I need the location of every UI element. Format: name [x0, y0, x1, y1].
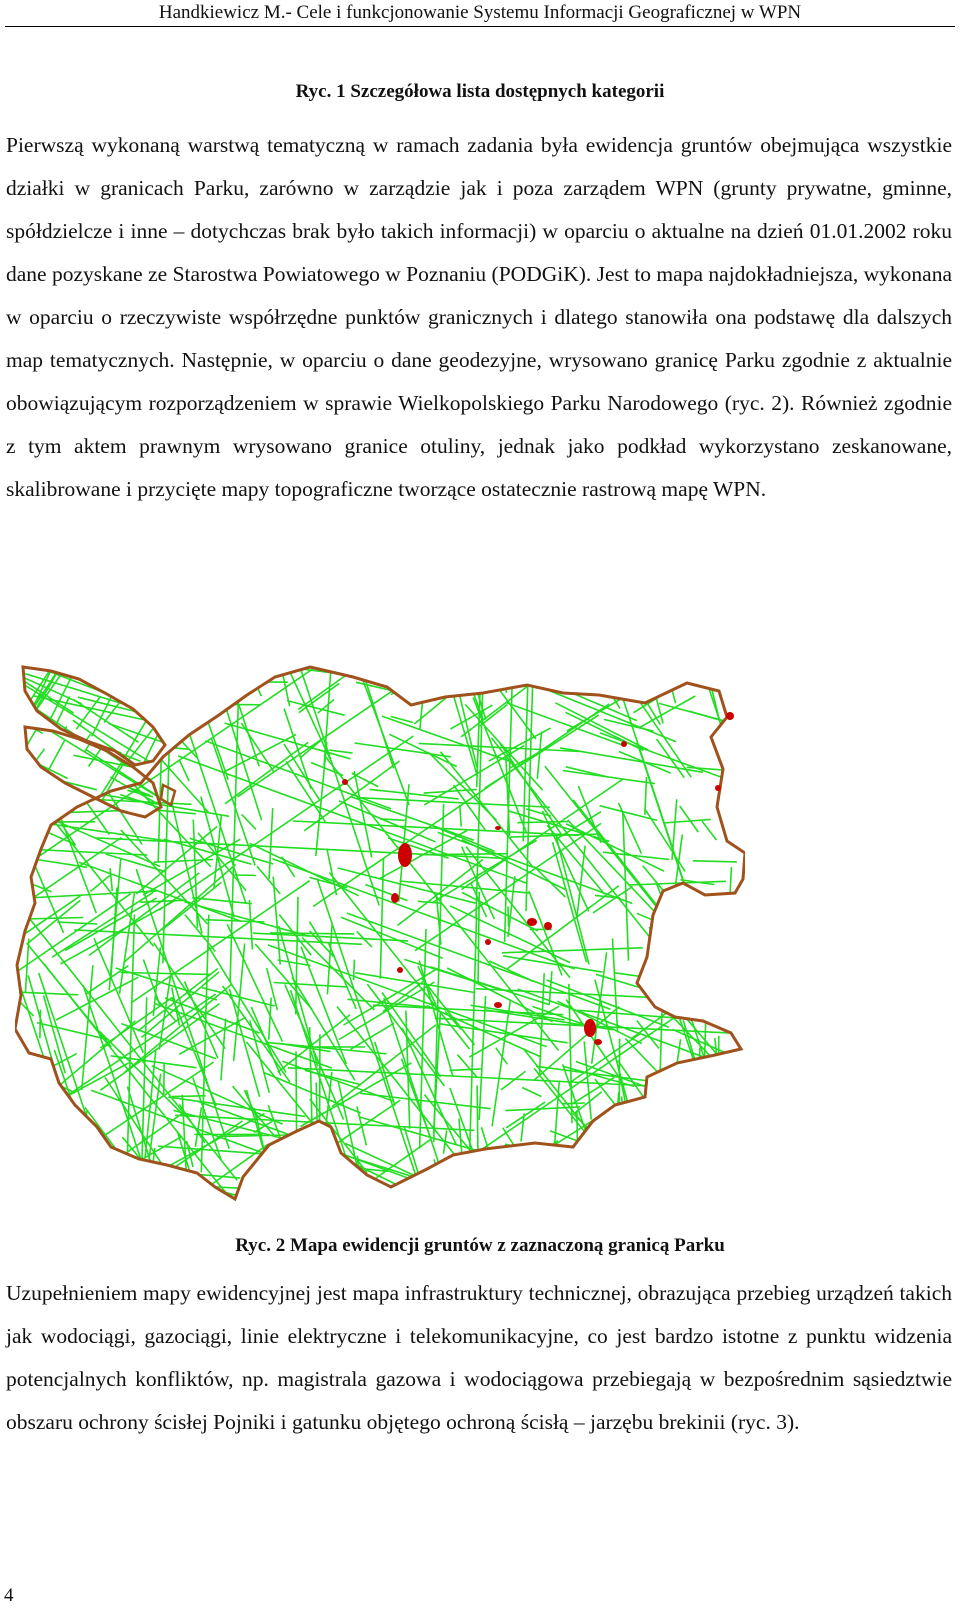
highlighted-parcel — [494, 1002, 502, 1008]
parcel-line — [505, 665, 516, 942]
parcel-line — [376, 665, 440, 671]
parcel-line — [419, 1005, 692, 1192]
parcel-line — [522, 1088, 541, 1097]
parcel-line — [83, 1112, 133, 1205]
parcel-line — [537, 732, 541, 779]
parcel-line — [57, 922, 97, 924]
parcel-line — [95, 678, 207, 738]
parcel-line — [82, 965, 93, 1090]
parcel-line — [296, 1051, 297, 1141]
parcel-line — [158, 665, 165, 681]
parcel-line — [71, 665, 136, 732]
parcel-line — [327, 924, 332, 994]
parcel-line — [116, 665, 223, 707]
parcel-line — [370, 789, 459, 799]
parcel-line — [645, 809, 685, 871]
parcel-line — [172, 1096, 206, 1097]
parcel-line — [613, 1113, 681, 1200]
land-registry-map-graphic — [15, 665, 745, 1205]
parcel-line — [27, 665, 79, 725]
parcel-line — [257, 866, 280, 894]
parcel-line — [269, 808, 273, 879]
parcel-line — [430, 967, 550, 1005]
parcel-line — [286, 761, 326, 822]
parcel-line — [477, 1085, 478, 1189]
parcel-line — [151, 746, 188, 749]
highlighted-parcel — [398, 843, 412, 867]
parcel-line — [268, 1043, 387, 1054]
parcel-line — [195, 1107, 201, 1146]
parcel-line — [256, 1158, 266, 1205]
parcel-line — [656, 1114, 746, 1161]
parcel-line — [655, 1089, 658, 1162]
parcel-line — [27, 665, 339, 864]
parcel-line — [15, 1129, 87, 1166]
parcel-line — [702, 821, 716, 840]
parcel-line — [680, 806, 699, 832]
parcel-line — [214, 665, 219, 697]
parcel-line — [158, 1146, 302, 1157]
parcel-line — [718, 1036, 719, 1181]
parcel-line — [391, 665, 456, 695]
parcel-line — [25, 1131, 36, 1182]
parcel-line — [600, 676, 620, 709]
parcel-line — [629, 1159, 675, 1163]
parcel-line — [724, 867, 731, 1010]
parcel-line — [384, 998, 440, 1167]
parcel-line — [498, 1157, 611, 1205]
parcel-line — [605, 1131, 705, 1205]
parcel-line — [131, 665, 246, 904]
parcel-line — [720, 916, 725, 1024]
parcel-line — [488, 1162, 495, 1205]
parcel-line — [65, 898, 157, 951]
parcel-line — [619, 1039, 620, 1165]
parcel-line — [28, 975, 68, 1117]
highlighted-parcel — [391, 893, 399, 903]
parcel-line — [492, 1000, 510, 1127]
parcel-line — [413, 670, 514, 673]
parcel-line — [391, 716, 413, 722]
parcel-line — [595, 1079, 745, 1205]
highlighted-parcel — [485, 939, 491, 945]
parcel-line — [245, 1090, 258, 1120]
parcel-line — [70, 1195, 182, 1205]
parcel-line — [523, 665, 529, 841]
parcel-line — [691, 892, 745, 923]
parcel-line — [39, 973, 111, 1189]
parcel-line — [619, 803, 642, 854]
parcel-line — [597, 1133, 734, 1153]
parcel-line — [633, 665, 745, 713]
body-paragraph-1: Pierwszą wykonaną warstwą tematyczną w ramach zadania była ewidencja gruntów obejmująca wszystkie działki w granicach Parku, zarówno w zarządzie jak i poza zarządem WPN (grunty prywatne, gminne, spółdzielcze i inne – dotychczas brak było takich informacji) w oparciu o aktualne na dzień 01.01.2002 roku dane pozyskane ze Starostwa Powiatowego w Poznaniu (PODGiK). Jest to mapa najdokładniejsza, wykonana w oparciu o rzeczywiste współrzędne punktów granicznych i dlatego stanowiła ona podstawę dla dalszych map tematycznych. Następnie, w oparciu o dane geodezyjne, wrysowano granicę Parku zgodnie z aktualnie obowiązującym rozporządzeniem w sprawie Wielkopolskiego Parku Narodowego (ryc. 2). Również zgodnie z tym aktem prawnym wrysowano granice otuliny, jednak jako podkład wykorzystano zeskanowane, skalibrowane i przycięte mapy topograficzne tworzące ostatecznie rastrową mapę WPN. — [6, 133, 952, 501]
highlighted-parcel — [594, 1039, 602, 1045]
parcel-line — [152, 1066, 283, 1124]
parcel-line — [478, 892, 479, 983]
parcel-line — [278, 960, 311, 966]
parcel-line — [15, 1134, 82, 1182]
parcel-line — [163, 693, 185, 706]
parcel-line — [614, 1114, 620, 1206]
parcel-line — [560, 748, 703, 772]
parcel-line — [365, 1187, 366, 1205]
parcel-line — [15, 1057, 40, 1150]
parcel-line — [168, 1097, 305, 1116]
parcel-line — [15, 665, 66, 778]
parcel-line — [667, 1095, 689, 1096]
parcel-line — [91, 1090, 469, 1205]
parcel-line — [584, 1041, 591, 1119]
highlighted-parcel — [397, 967, 403, 973]
highlighted-parcel — [621, 741, 627, 747]
parcel-line — [553, 842, 587, 962]
parcel-line — [49, 1156, 133, 1167]
highlighted-parcel — [495, 826, 501, 830]
parcel-line — [493, 1174, 513, 1206]
body-paragraph-2: Uzupełnieniem mapy ewidencyjnej jest mapa infrastruktury technicznej, obrazująca przebieg urządzeń takich jak wodociągi, gazociągi, linie elektryczne i telekomunikacyjne, co jest bardzo istotne z punktu widzenia potencjalnych konfliktów, np. magistrala gazowa i wodociągowa przebiegają w bezpośrednim sąsiedztwie obszaru ochrony ścisłej Pojniki i gatunku objętego ochroną ścisłą – jarzębu brekinii (ryc. 3). — [6, 1281, 952, 1434]
parcel-line — [356, 682, 436, 700]
parcel-line — [431, 665, 466, 678]
parcel-line — [665, 1110, 691, 1147]
parcel-line — [380, 858, 383, 979]
parcel-line — [671, 932, 729, 1015]
parcel-line — [51, 665, 136, 694]
parcel-line — [114, 665, 180, 735]
parcel-line — [573, 1191, 716, 1205]
parcel-line — [365, 885, 407, 901]
parcel-line — [450, 1069, 481, 1071]
parcel-line — [573, 1077, 615, 1103]
parcel-line — [149, 714, 180, 723]
parcel-line — [123, 686, 166, 701]
page-number: 4 — [4, 1585, 14, 1606]
parcel-line — [513, 665, 549, 682]
parcel-line — [15, 845, 147, 855]
parcel-line — [158, 810, 196, 814]
parcel-line — [585, 1121, 701, 1198]
parcel-line — [600, 806, 658, 821]
land-registry-map — [15, 665, 745, 1205]
parcel-line — [327, 849, 337, 896]
parcel-line — [98, 665, 226, 693]
parcel-line — [692, 1048, 700, 1183]
parcel-line — [672, 1129, 745, 1199]
parcel-line — [57, 757, 79, 769]
parcel-line — [34, 1125, 50, 1138]
parcel-line — [625, 1169, 675, 1194]
parcel-line — [238, 665, 251, 675]
parcel-line — [501, 1071, 526, 1090]
parcel-line — [153, 665, 239, 690]
parcel-line — [479, 996, 485, 1120]
parcel-line — [329, 750, 352, 753]
parcel-line — [577, 846, 585, 917]
parcel-line — [242, 814, 256, 829]
parcel-line — [697, 1179, 712, 1198]
parcel-line — [652, 966, 664, 1205]
header-rule — [5, 26, 955, 27]
parcel-line — [15, 1134, 52, 1205]
parcel-line — [142, 671, 202, 714]
parcel-line — [683, 1020, 713, 1123]
parcel-line — [68, 665, 177, 722]
parcel-line — [518, 989, 745, 1085]
running-header: Handkiewicz M.- Cele i funkcjonowanie Systemu Informacji Geograficznej w WPN — [158, 2, 802, 23]
parcel-line — [419, 743, 581, 751]
parcel-line — [147, 701, 200, 730]
parcel-line — [615, 973, 745, 992]
parcel-line — [670, 1091, 745, 1190]
parcel-line — [547, 980, 669, 1027]
parcel-line — [192, 898, 252, 904]
parcel-line — [404, 1127, 431, 1205]
parcel-line — [705, 900, 710, 1062]
parcel-line — [68, 1138, 75, 1205]
parcel-line — [506, 703, 625, 746]
highlighted-parcel — [726, 712, 734, 720]
parcel-line — [668, 1039, 680, 1125]
parcel-line — [238, 665, 487, 797]
parcel-line — [15, 747, 82, 749]
parcel-line — [83, 693, 197, 707]
parcel-line — [47, 665, 176, 705]
parcel-line — [620, 671, 745, 683]
parcel-line — [249, 900, 252, 949]
parcel-line — [494, 1156, 607, 1205]
parcel-line — [15, 717, 43, 733]
highlighted-parcel — [715, 785, 721, 791]
parcel-line — [107, 665, 218, 682]
parcel-line — [693, 907, 718, 944]
highlighted-parcel — [584, 1019, 596, 1037]
parcel-line — [523, 1049, 717, 1205]
parcel-line — [460, 805, 462, 826]
parcel-line — [52, 892, 153, 957]
parcel-line — [536, 1066, 681, 1085]
parcel-line — [30, 722, 110, 835]
parcel-line — [717, 1103, 720, 1188]
parcel-line — [163, 665, 172, 963]
parcel-line — [609, 665, 661, 725]
parcel-line — [688, 922, 691, 963]
highlighted-parcel — [527, 918, 537, 926]
parcel-line — [117, 671, 202, 687]
parcel-line — [666, 667, 676, 703]
parcel-line — [508, 886, 619, 969]
parcel-line — [23, 749, 45, 779]
parcel-line — [351, 797, 474, 840]
parcel-line — [580, 1165, 666, 1205]
parcel-line — [506, 1102, 545, 1128]
parcel-line — [223, 735, 296, 773]
parcel-line — [668, 948, 709, 1071]
parcel-line — [663, 1119, 745, 1168]
parcel-line — [317, 878, 443, 1205]
parcel-line — [15, 741, 76, 778]
parcel-line — [110, 868, 112, 891]
parcel-line — [135, 677, 211, 695]
parcel-line — [550, 1131, 745, 1205]
parcel-line — [688, 987, 745, 999]
parcel-line — [458, 1055, 478, 1078]
figure-2-caption: Ryc. 2 Mapa ewidencji gruntów z zaznaczoną granicą Parku — [235, 1235, 725, 1256]
parcel-line — [503, 1128, 529, 1169]
parcel-line — [623, 813, 629, 961]
parcel-line — [81, 1111, 87, 1182]
parcel-line — [563, 771, 655, 784]
parcel-line — [325, 1139, 372, 1193]
parcel-line — [349, 1161, 470, 1205]
parcel-line — [15, 733, 68, 779]
parcel-line — [566, 824, 664, 871]
parcel-line — [204, 681, 288, 682]
parcel-line — [653, 1111, 713, 1201]
highlighted-parcel — [342, 779, 348, 785]
parcel-line — [298, 665, 408, 710]
parcel-line — [225, 723, 351, 759]
parcel-line — [613, 938, 618, 1032]
parcel-line — [669, 993, 734, 996]
parcel-line — [596, 974, 670, 996]
parcel-line — [125, 671, 176, 757]
parcel-line — [179, 760, 189, 781]
parcel-line — [622, 1097, 629, 1174]
figure-1-caption: Ryc. 1 Szczegółowa lista dostępnych kategorii — [295, 81, 665, 102]
parcel-line — [25, 1189, 173, 1193]
parcel-line — [438, 832, 633, 903]
parcel-line — [562, 1103, 585, 1104]
parcel-line — [693, 861, 737, 862]
highlighted-parcel — [544, 922, 552, 930]
parcel-line — [433, 665, 491, 671]
parcel-line — [152, 699, 186, 711]
parcel-line — [618, 1066, 646, 1203]
parcel-line — [560, 681, 594, 685]
